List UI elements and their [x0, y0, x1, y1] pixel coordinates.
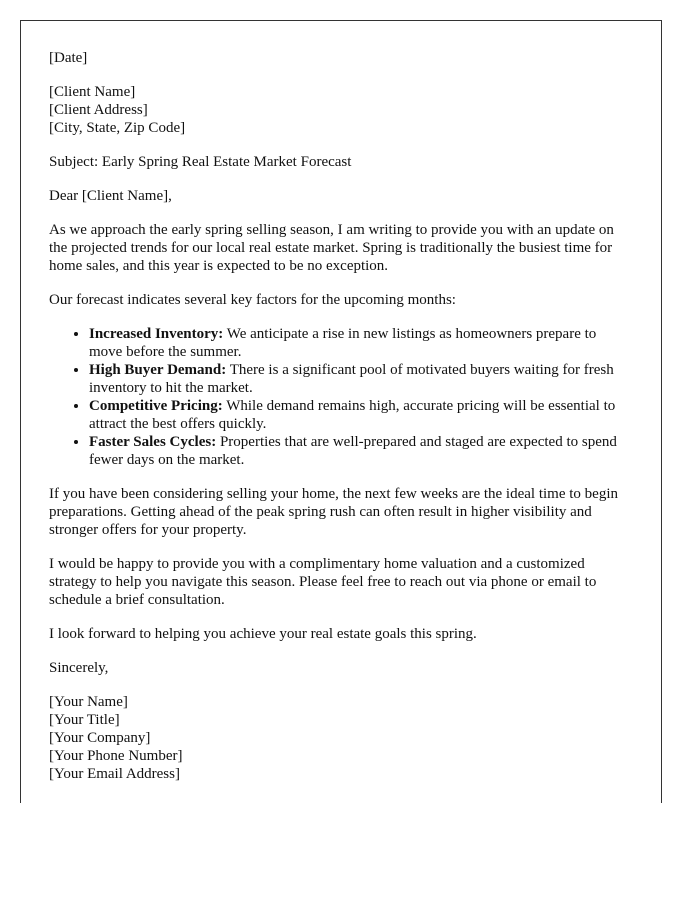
list-item [89, 361, 633, 397]
subject-line: Subject: Early Spring Real Estate Market Forecast [49, 154, 352, 170]
sender-email: [Your Email Address] [49, 766, 180, 782]
factor-title: High Buyer Demand: [89, 362, 227, 378]
intro-paragraph: As we approach the early spring selling season, I am writing to provide you with an update on the projected trends for our local real estate market. Spring is traditionally the busiest time for home sales, and this year is expected to be no exception. [49, 222, 614, 274]
factor-text: We anticipate a rise in new listings as homeowners prepare to move before the summer. [89, 326, 597, 360]
factor-text: Properties that are well-prepared and staged are expected to spend fewer days on the market. [89, 434, 617, 468]
salutation: Dear [Client Name], [49, 188, 172, 204]
factor-title: Increased Inventory: [89, 326, 224, 342]
recipient-street: [Client Address] [49, 102, 148, 118]
sender-phone: [Your Phone Number] [49, 748, 183, 764]
letter-page [20, 20, 662, 803]
signoff: Sincerely, [49, 660, 109, 676]
list-item [89, 325, 633, 361]
factor-title: Faster Sales Cycles: [89, 434, 217, 450]
selling-paragraph: If you have been considering selling your home, the next few weeks are the ideal time to begin preparations. Getting ahead of the peak spring rush can often result in higher visibility and stronger offers for your property. [49, 486, 618, 538]
list-item [89, 433, 633, 469]
factor-text: While demand remains high, accurate pricing will be essential to attract the best offers quickly. [89, 398, 616, 432]
valuation-paragraph: I would be happy to provide you with a complimentary home valuation and a customized strategy to help you navigate this season. Please feel free to reach out via phone or email to schedule a brief consultation. [49, 556, 597, 608]
factor-list [49, 325, 633, 469]
recipient-address [49, 83, 633, 137]
closing-paragraph: I look forward to helping you achieve your real estate goals this spring. [49, 626, 477, 642]
sender-name: [Your Name] [49, 694, 128, 710]
factor-text: There is a significant pool of motivated buyers waiting for fresh inventory to hit the market. [89, 362, 614, 396]
forecast-intro: Our forecast indicates several key factors for the upcoming months: [49, 292, 456, 308]
signature-block [49, 693, 633, 783]
sender-company: [Your Company] [49, 730, 151, 746]
recipient-city: [City, State, Zip Code] [49, 120, 186, 136]
factor-title: Competitive Pricing: [89, 398, 223, 414]
recipient-name: [Client Name] [49, 84, 136, 100]
sender-title: [Your Title] [49, 712, 120, 728]
list-item [89, 397, 633, 433]
date: [Date] [49, 50, 88, 66]
